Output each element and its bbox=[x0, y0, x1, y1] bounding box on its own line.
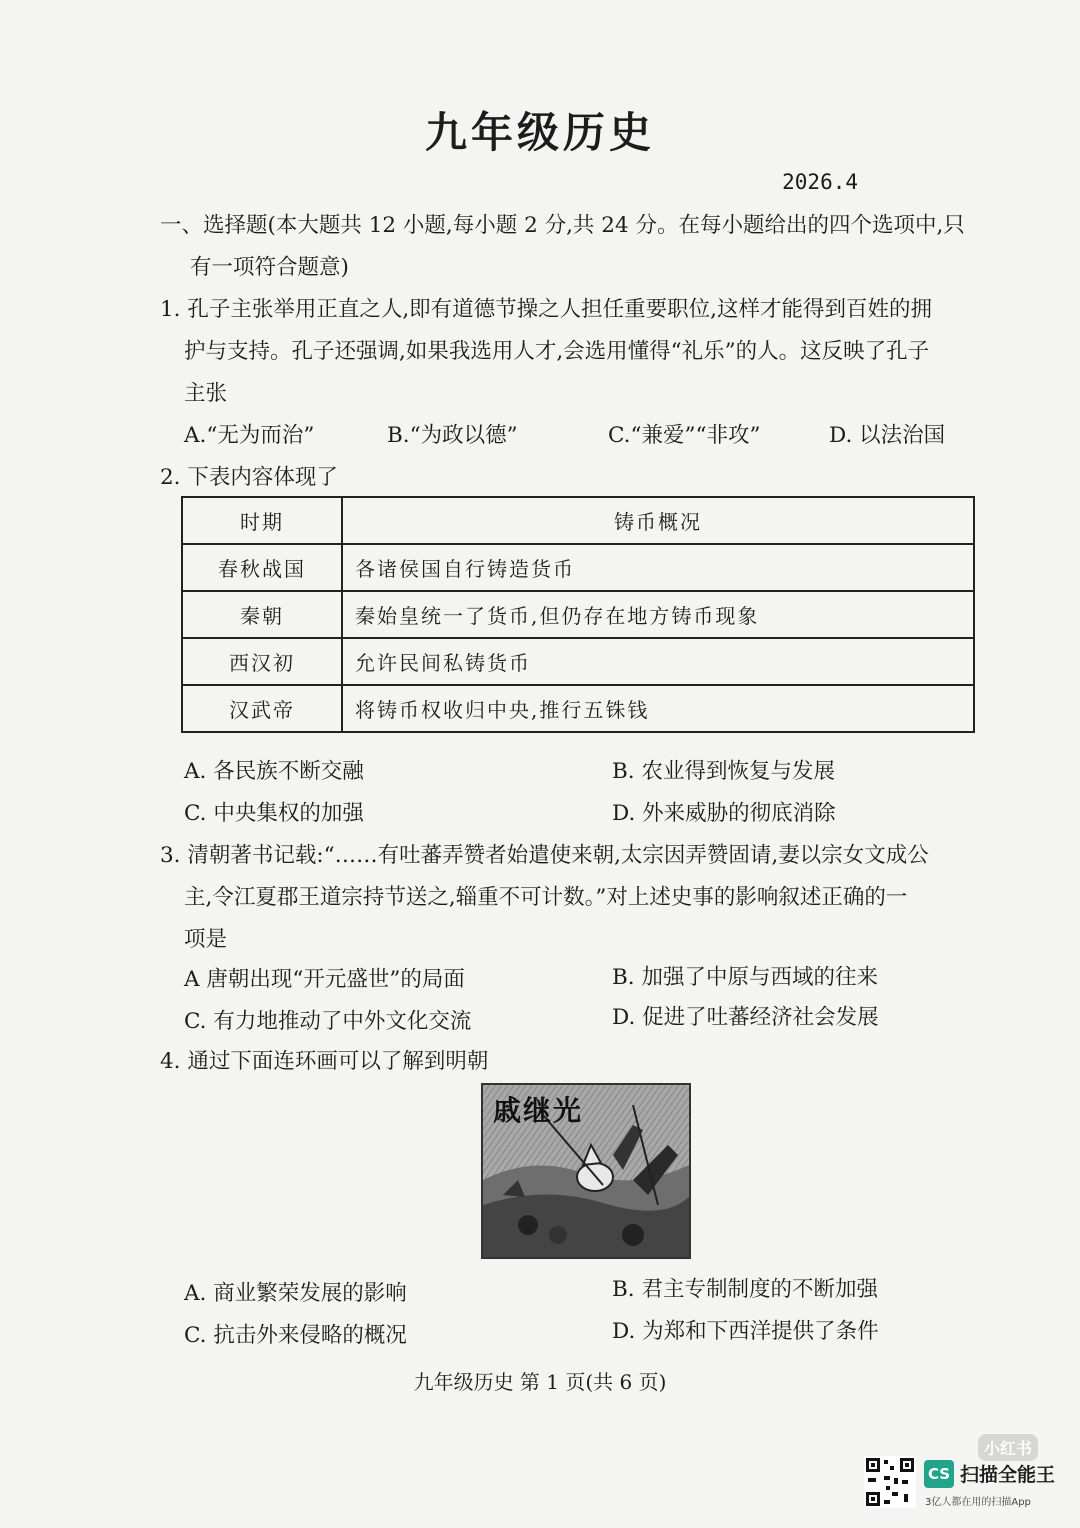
q1-option-b[interactable]: B.“为政以德” bbox=[387, 423, 518, 448]
picture-title: 戚继光 bbox=[493, 1094, 584, 1127]
table-row bbox=[182, 685, 974, 732]
q2-option-d[interactable]: D. 外来威胁的彻底消除 bbox=[612, 801, 836, 826]
q4-option-c[interactable]: C. 抗击外来侵略的概况 bbox=[184, 1323, 407, 1348]
q1-line-3: 主张 bbox=[184, 381, 228, 406]
table-row bbox=[182, 591, 974, 638]
exam-date: 2026.4 bbox=[782, 170, 858, 194]
qr-code-icon[interactable] bbox=[864, 1456, 916, 1508]
table-cell-period: 汉武帝 bbox=[182, 685, 342, 732]
q1-option-c[interactable]: C.“兼爱”“非攻” bbox=[608, 423, 761, 448]
q3-option-a[interactable]: A 唐朝出现“开元盛世”的局面 bbox=[184, 967, 465, 992]
q4-option-b[interactable]: B. 君主专制制度的不断加强 bbox=[612, 1277, 878, 1302]
app-tagline: 3亿人都在用的扫描App bbox=[925, 1497, 1031, 1508]
table-cell-period: 西汉初 bbox=[182, 638, 342, 685]
table-header-coinage: 铸币概况 bbox=[342, 497, 974, 544]
q3-option-d[interactable]: D. 促进了吐蕃经济社会发展 bbox=[612, 1005, 879, 1030]
app-name: 扫描全能王 bbox=[960, 1464, 1056, 1486]
q3-line-3: 项是 bbox=[184, 927, 228, 952]
q1-option-d[interactable]: D. 以法治国 bbox=[829, 423, 946, 448]
table-header-row bbox=[182, 497, 974, 544]
watermark: 小红书 bbox=[978, 1434, 1038, 1461]
q4-option-a[interactable]: A. 商业繁荣发展的影响 bbox=[184, 1281, 407, 1306]
table-row bbox=[182, 638, 974, 685]
table-cell-coinage: 允许民间私铸货币 bbox=[342, 638, 974, 685]
q4-stem: 4. 通过下面连环画可以了解到明朝 bbox=[160, 1049, 489, 1074]
table-cell-coinage: 秦始皇统一了货币,但仍存在地方铸币现象 bbox=[342, 591, 974, 638]
q3-line-2: 主,令江夏郡王道宗持节送之,辎重不可计数。”对上述史事的影响叙述正确的一 bbox=[184, 885, 908, 910]
table-cell-period: 春秋战国 bbox=[182, 544, 342, 591]
q2-stem: 2. 下表内容体现了 bbox=[160, 465, 338, 490]
q3-option-c[interactable]: C. 有力地推动了中外文化交流 bbox=[184, 1009, 472, 1034]
q3-option-b[interactable]: B. 加强了中原与西域的往来 bbox=[612, 965, 878, 990]
page-title: 九年级历史 bbox=[424, 108, 655, 157]
table-header-period: 时期 bbox=[182, 497, 342, 544]
coinage-table bbox=[181, 496, 975, 733]
q1-line-2: 护与支持。孔子还强调,如果我选用人才,会选用懂得“礼乐”的人。这反映了孔子 bbox=[184, 339, 930, 364]
q2-option-a[interactable]: A. 各民族不断交融 bbox=[184, 759, 364, 784]
q3-line-1: 3. 清朝著书记载:“……有吐蕃弄赞者始遣使来朝,太宗因弄赞固请,妻以宗女文成公 bbox=[160, 843, 929, 868]
table-cell-coinage: 将铸币权收归中央,推行五铢钱 bbox=[342, 685, 974, 732]
q1-line-1: 1. 孔子主张举用正直之人,即有道德节操之人担任重要职位,这样才能得到百姓的拥 bbox=[160, 297, 933, 322]
table-cell-coinage: 各诸侯国自行铸造货币 bbox=[342, 544, 974, 591]
comic-picture bbox=[481, 1083, 691, 1259]
q2-option-c[interactable]: C. 中央集权的加强 bbox=[184, 801, 364, 826]
table-row bbox=[182, 544, 974, 591]
q4-option-d[interactable]: D. 为郑和下西洋提供了条件 bbox=[612, 1319, 879, 1344]
table-cell-period: 秦朝 bbox=[182, 591, 342, 638]
section-heading-line-2: 有一项符合题意) bbox=[190, 255, 349, 280]
section-heading-line-1: 一、选择题(本大题共 12 小题,每小题 2 分,共 24 分。在每小题给出的四个选项中,只 bbox=[160, 213, 965, 238]
page-footer: 九年级历史 第 1 页(共 6 页) bbox=[413, 1370, 667, 1394]
camscanner-logo-icon: CS bbox=[924, 1460, 954, 1488]
q2-option-b[interactable]: B. 农业得到恢复与发展 bbox=[612, 759, 835, 784]
q1-option-a[interactable]: A.“无为而治” bbox=[184, 423, 315, 448]
